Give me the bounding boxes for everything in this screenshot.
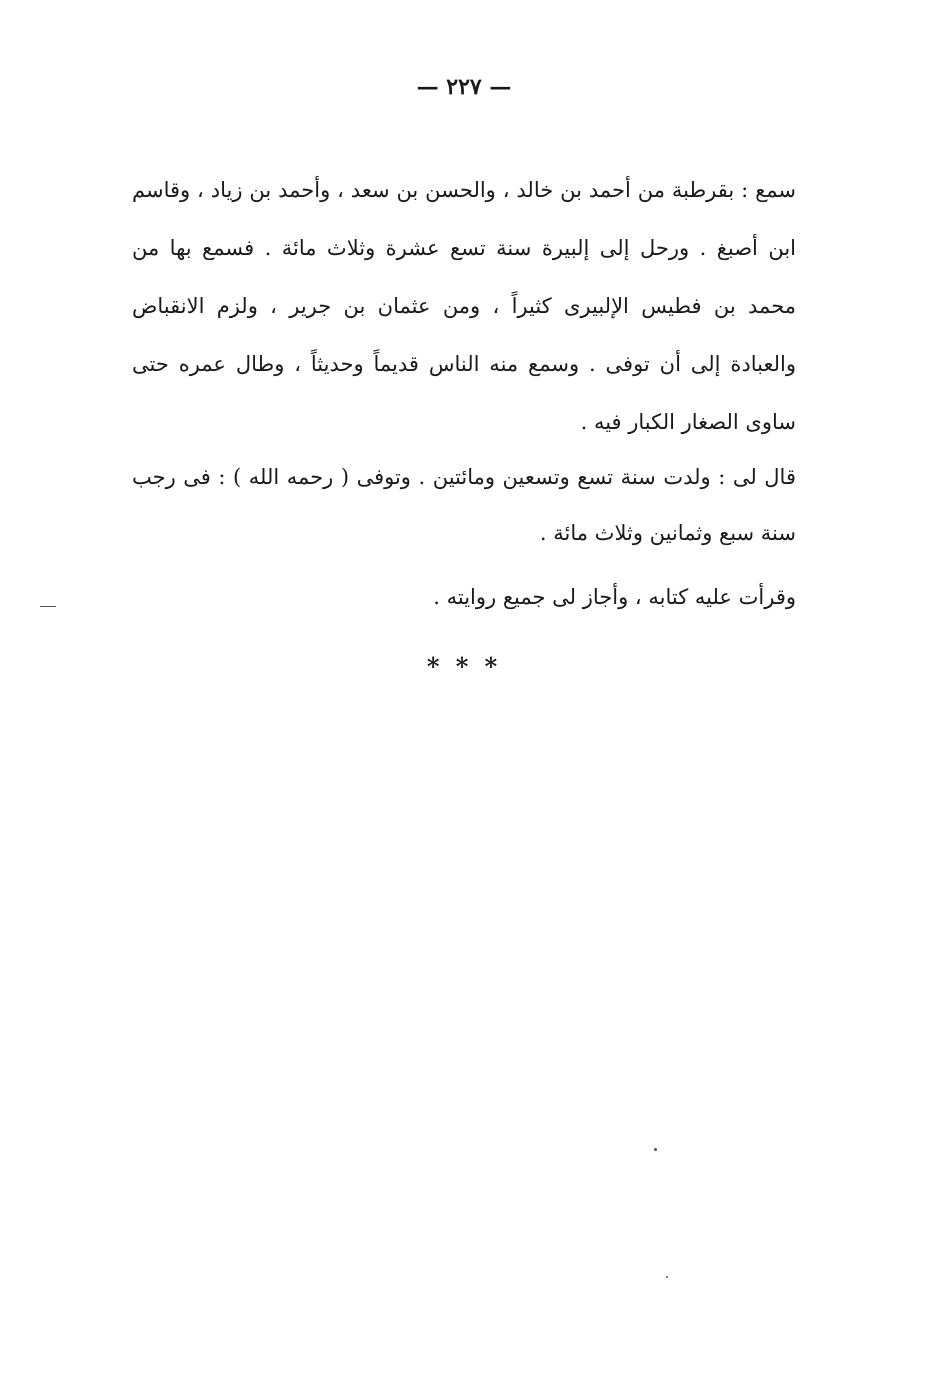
section-separator: * * * (426, 652, 502, 681)
page-number-value: ٢٢٧ (446, 74, 482, 100)
scan-speck (666, 1276, 668, 1278)
margin-mark (40, 606, 56, 607)
page-number (0, 74, 928, 100)
page-number-dash-left: — (416, 74, 439, 100)
paragraph-reading: وقرأت عليه كتابه ، وأجاز لى جميع روايته . (433, 585, 796, 609)
scan-speck (654, 1148, 657, 1151)
paragraph-biography: سمع : بقرطبة من أحمد بن خالد ، والحسن بن سعد ، وأحمد بن زياد ، وقاسم ابن أصبغ . ورحل إلى إلبيرة سنة تسع عشرة وثلاث مائة . فسمع بها من محمد بن فطيس الإلبيرى كثيراً ، ومن عثمان بن جرير ، ولزم الانقباض والعبادة إلى أن توفى . وسمع منه الناس قديماً وحديثاً ، وطال عمره حتى ساوى الصغار الكبار فيه . (132, 178, 796, 434)
page-number-dash-right: — (489, 74, 512, 100)
paragraph-birth-death: قال لى : ولدت سنة تسع وتسعين ومائتين . وتوفى ( رحمه الله ) : فى رجب سنة سبع وثمانين وثلاث مائة . (132, 465, 796, 545)
